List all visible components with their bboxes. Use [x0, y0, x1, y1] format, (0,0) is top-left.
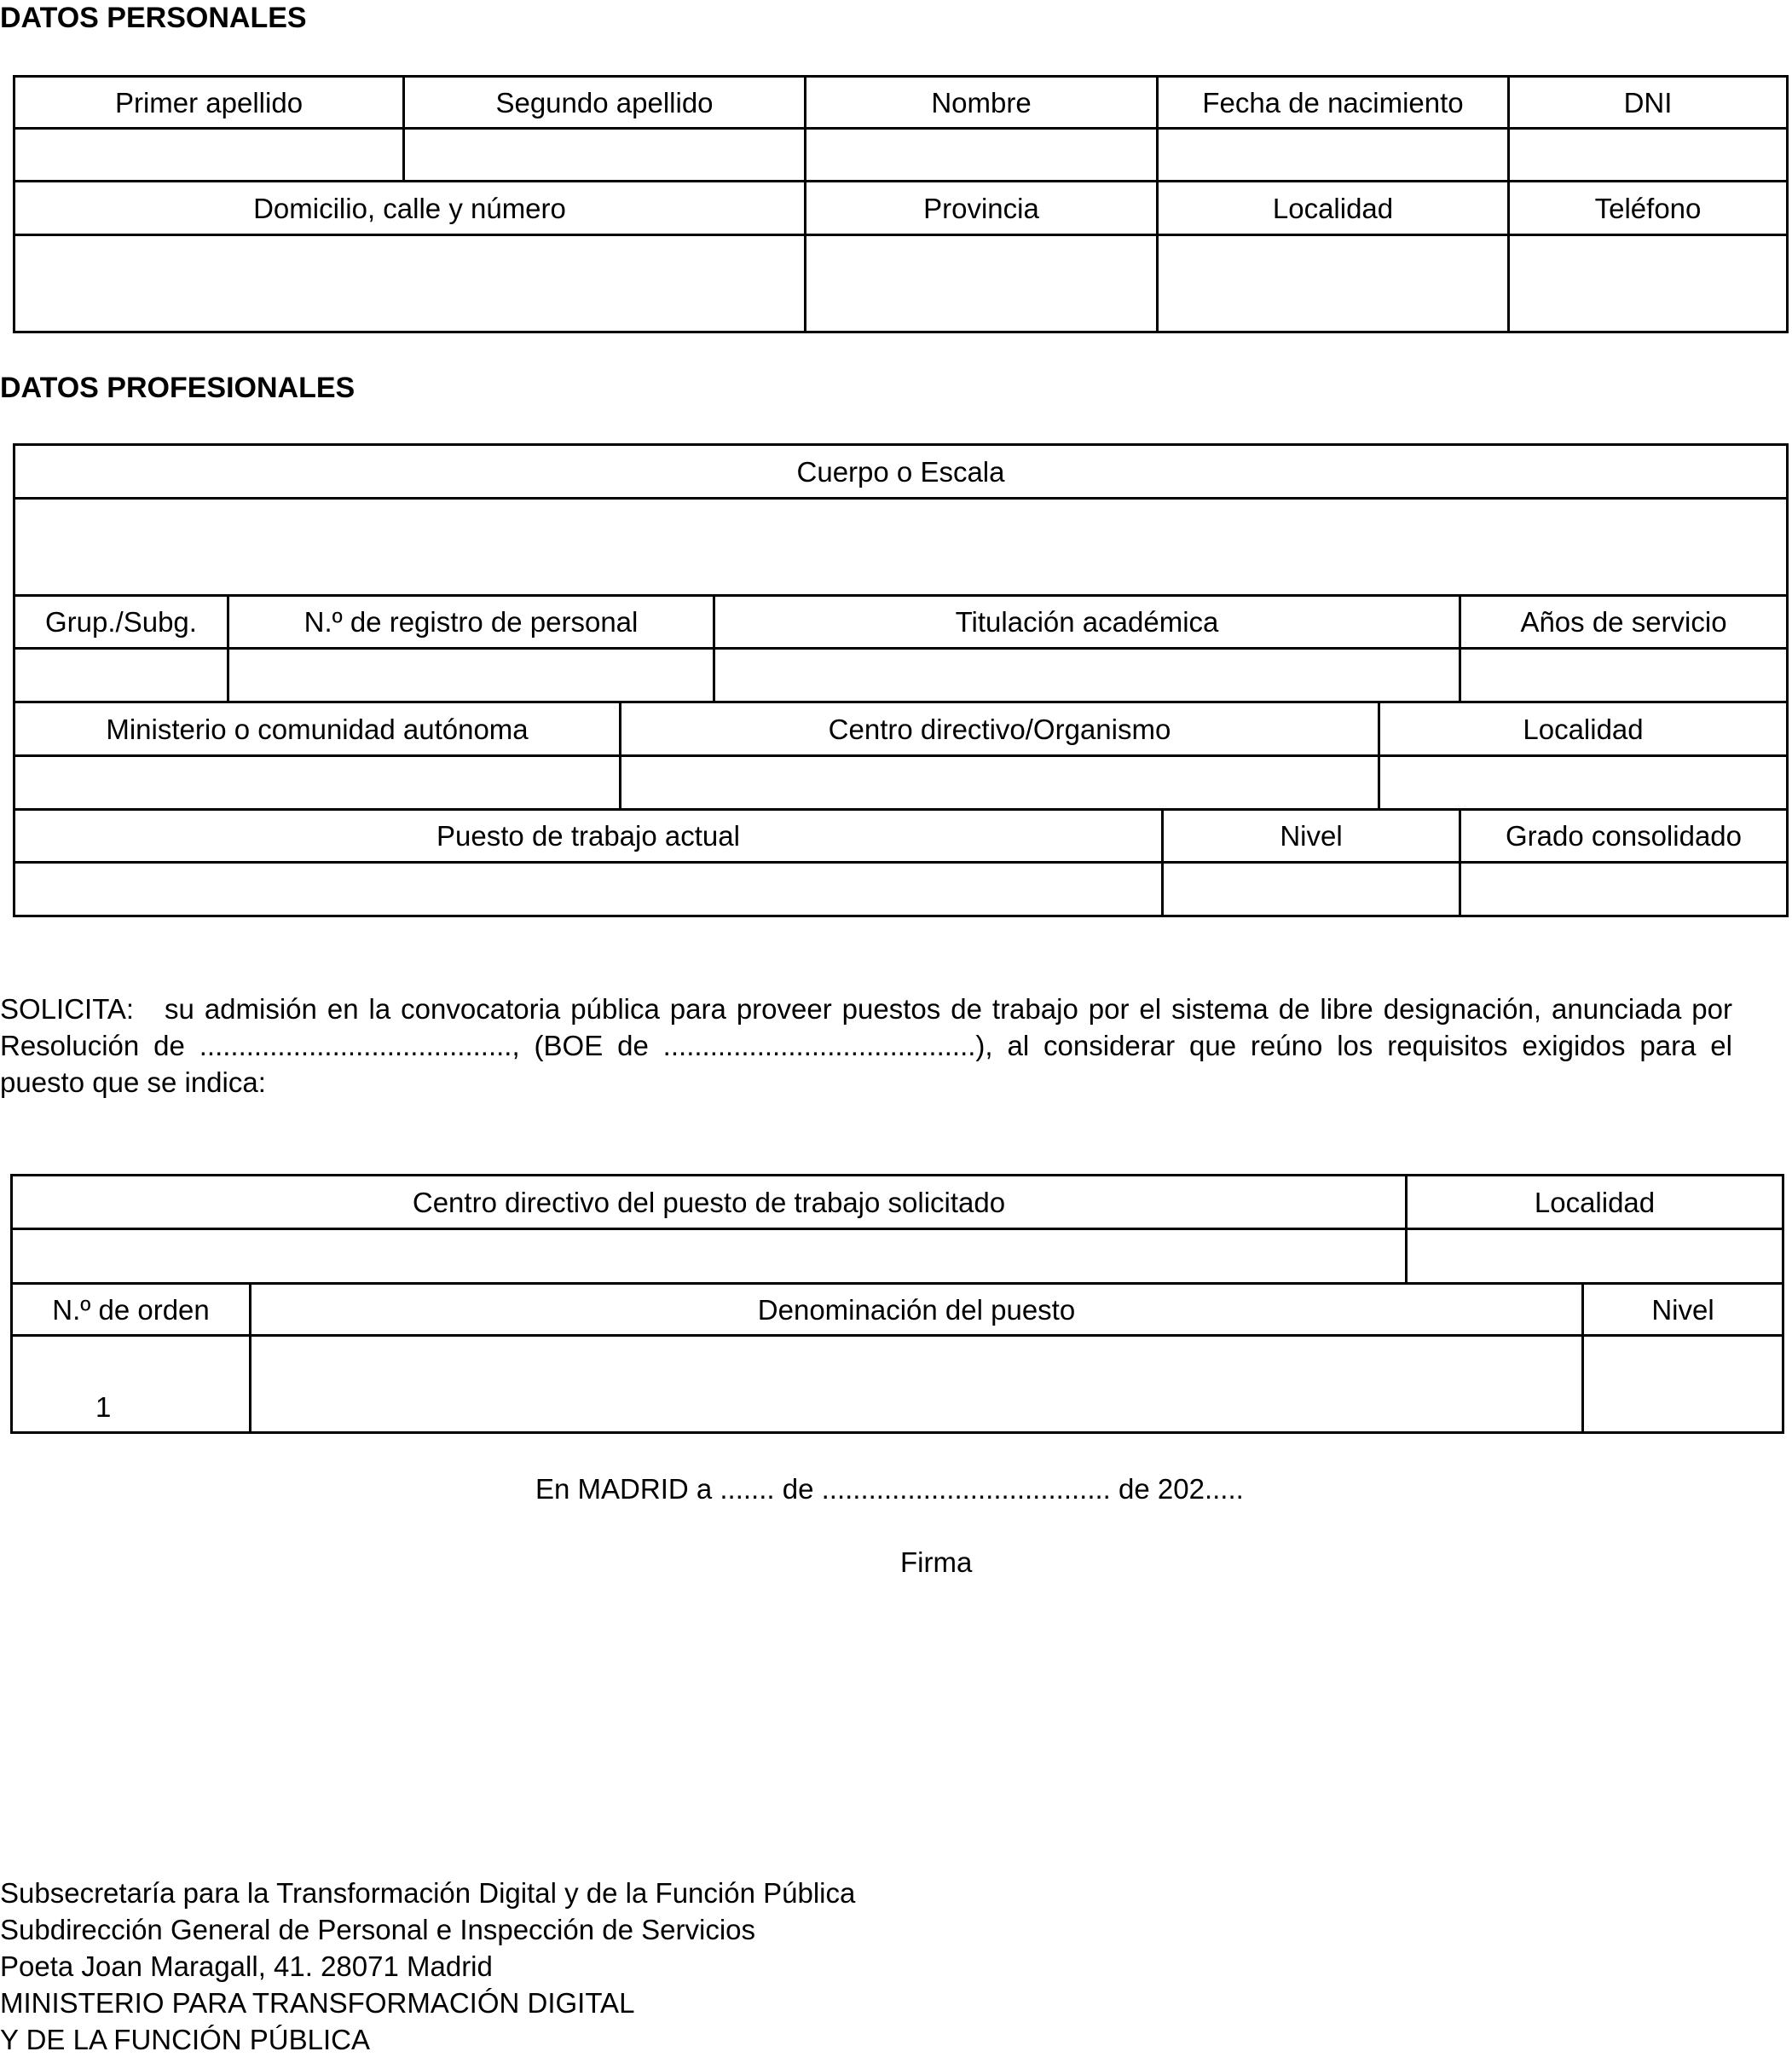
header-localidad: Localidad: [1158, 182, 1509, 235]
field-titulacion[interactable]: [714, 649, 1460, 702]
field-anos-servicio[interactable]: [1460, 649, 1788, 702]
field-cuerpo-escala[interactable]: [14, 499, 1788, 596]
field-domicilio[interactable]: [14, 235, 806, 332]
field-localidad[interactable]: [1158, 235, 1509, 332]
field-dni[interactable]: [1509, 129, 1788, 182]
header-telefono: Teléfono: [1509, 182, 1788, 235]
header-cuerpo-escala: Cuerpo o Escala: [14, 445, 1788, 499]
header-localidad-prof: Localidad: [1379, 702, 1788, 756]
header-nivel: Nivel: [1163, 810, 1460, 863]
header-ministerio: Ministerio o comunidad autónoma: [14, 702, 621, 756]
header-denominacion: Denominación del puesto: [251, 1284, 1583, 1336]
field-centro-directivo[interactable]: [621, 756, 1379, 810]
footer-line: MINISTERIO PARA TRANSFORMACIÓN DIGITAL: [0, 1987, 635, 2019]
field-ministerio[interactable]: [14, 756, 621, 810]
field-orden: 1: [12, 1336, 251, 1433]
header-centro-solicitado: Centro directivo del puesto de trabajo solicitado: [12, 1176, 1407, 1229]
header-centro-directivo: Centro directivo/Organismo: [621, 702, 1379, 756]
section-heading-profesional: DATOS PROFESIONALES: [0, 372, 356, 404]
field-grado[interactable]: [1460, 863, 1788, 916]
footer-line: Y DE LA FUNCIÓN PÚBLICA: [0, 2024, 371, 2055]
header-localidad-solicitada: Localidad: [1407, 1176, 1783, 1229]
place-date-line: En MADRID a ....... de ..................................... de 202.....: [535, 1473, 1244, 1505]
header-anos-servicio: Años de servicio: [1460, 596, 1788, 649]
solicita-text: su admisión en la convocatoria pública para proveer puestos de trabajo por el sistema de libre designación, anunciada por Resolución de ........................................, (BOE de ........................................), al considerar que reúno los requisitos exigidos para el puesto que se indica:: [0, 993, 1732, 1098]
header-puesto-actual: Puesto de trabajo actual: [14, 810, 1163, 863]
header-dni: DNI: [1509, 77, 1788, 129]
requested-position-table: [10, 1174, 1784, 1434]
field-primer-apellido[interactable]: [14, 129, 404, 182]
field-segundo-apellido[interactable]: [404, 129, 806, 182]
header-orden: N.º de orden: [12, 1284, 251, 1336]
field-nivel-solicitado[interactable]: [1583, 1336, 1783, 1433]
footer-line: Subsecretaría para la Transformación Digital y de la Función Pública: [0, 1877, 856, 1909]
header-domicilio: Domicilio, calle y número: [14, 182, 806, 235]
field-puesto-actual[interactable]: [14, 863, 1163, 916]
header-grado: Grado consolidado: [1460, 810, 1788, 863]
field-localidad-solicitada[interactable]: [1407, 1229, 1783, 1284]
solicita-paragraph: [0, 991, 1732, 1101]
header-registro: N.º de registro de personal: [228, 596, 714, 649]
personal-data-table: [13, 75, 1789, 333]
professional-data-table: [13, 443, 1789, 917]
header-provincia: Provincia: [806, 182, 1158, 235]
field-telefono[interactable]: [1509, 235, 1788, 332]
footer-line: Subdirección General de Personal e Inspección de Servicios: [0, 1914, 756, 1945]
header-titulacion: Titulación académica: [714, 596, 1460, 649]
footer-line: Poeta Joan Maragall, 41. 28071 Madrid: [0, 1950, 493, 1982]
section-heading-personal: DATOS PERSONALES: [0, 2, 307, 34]
header-nombre: Nombre: [806, 77, 1158, 129]
field-grupo[interactable]: [14, 649, 228, 702]
header-fecha-nacimiento: Fecha de nacimiento: [1158, 77, 1509, 129]
footer-address: [0, 1875, 855, 2058]
field-nivel[interactable]: [1163, 863, 1460, 916]
signature-label: Firma: [900, 1546, 973, 1578]
field-denominacion[interactable]: [251, 1336, 1583, 1433]
header-grupo: Grup./Subg.: [14, 596, 228, 649]
solicita-label: SOLICITA:: [0, 993, 135, 1025]
field-fecha-nacimiento[interactable]: [1158, 129, 1509, 182]
field-nombre[interactable]: [806, 129, 1158, 182]
header-segundo-apellido: Segundo apellido: [404, 77, 806, 129]
field-localidad-prof[interactable]: [1379, 756, 1788, 810]
field-provincia[interactable]: [806, 235, 1158, 332]
field-centro-solicitado[interactable]: [12, 1229, 1407, 1284]
field-registro[interactable]: [228, 649, 714, 702]
header-nivel-solicitado: Nivel: [1583, 1284, 1783, 1336]
header-primer-apellido: Primer apellido: [14, 77, 404, 129]
